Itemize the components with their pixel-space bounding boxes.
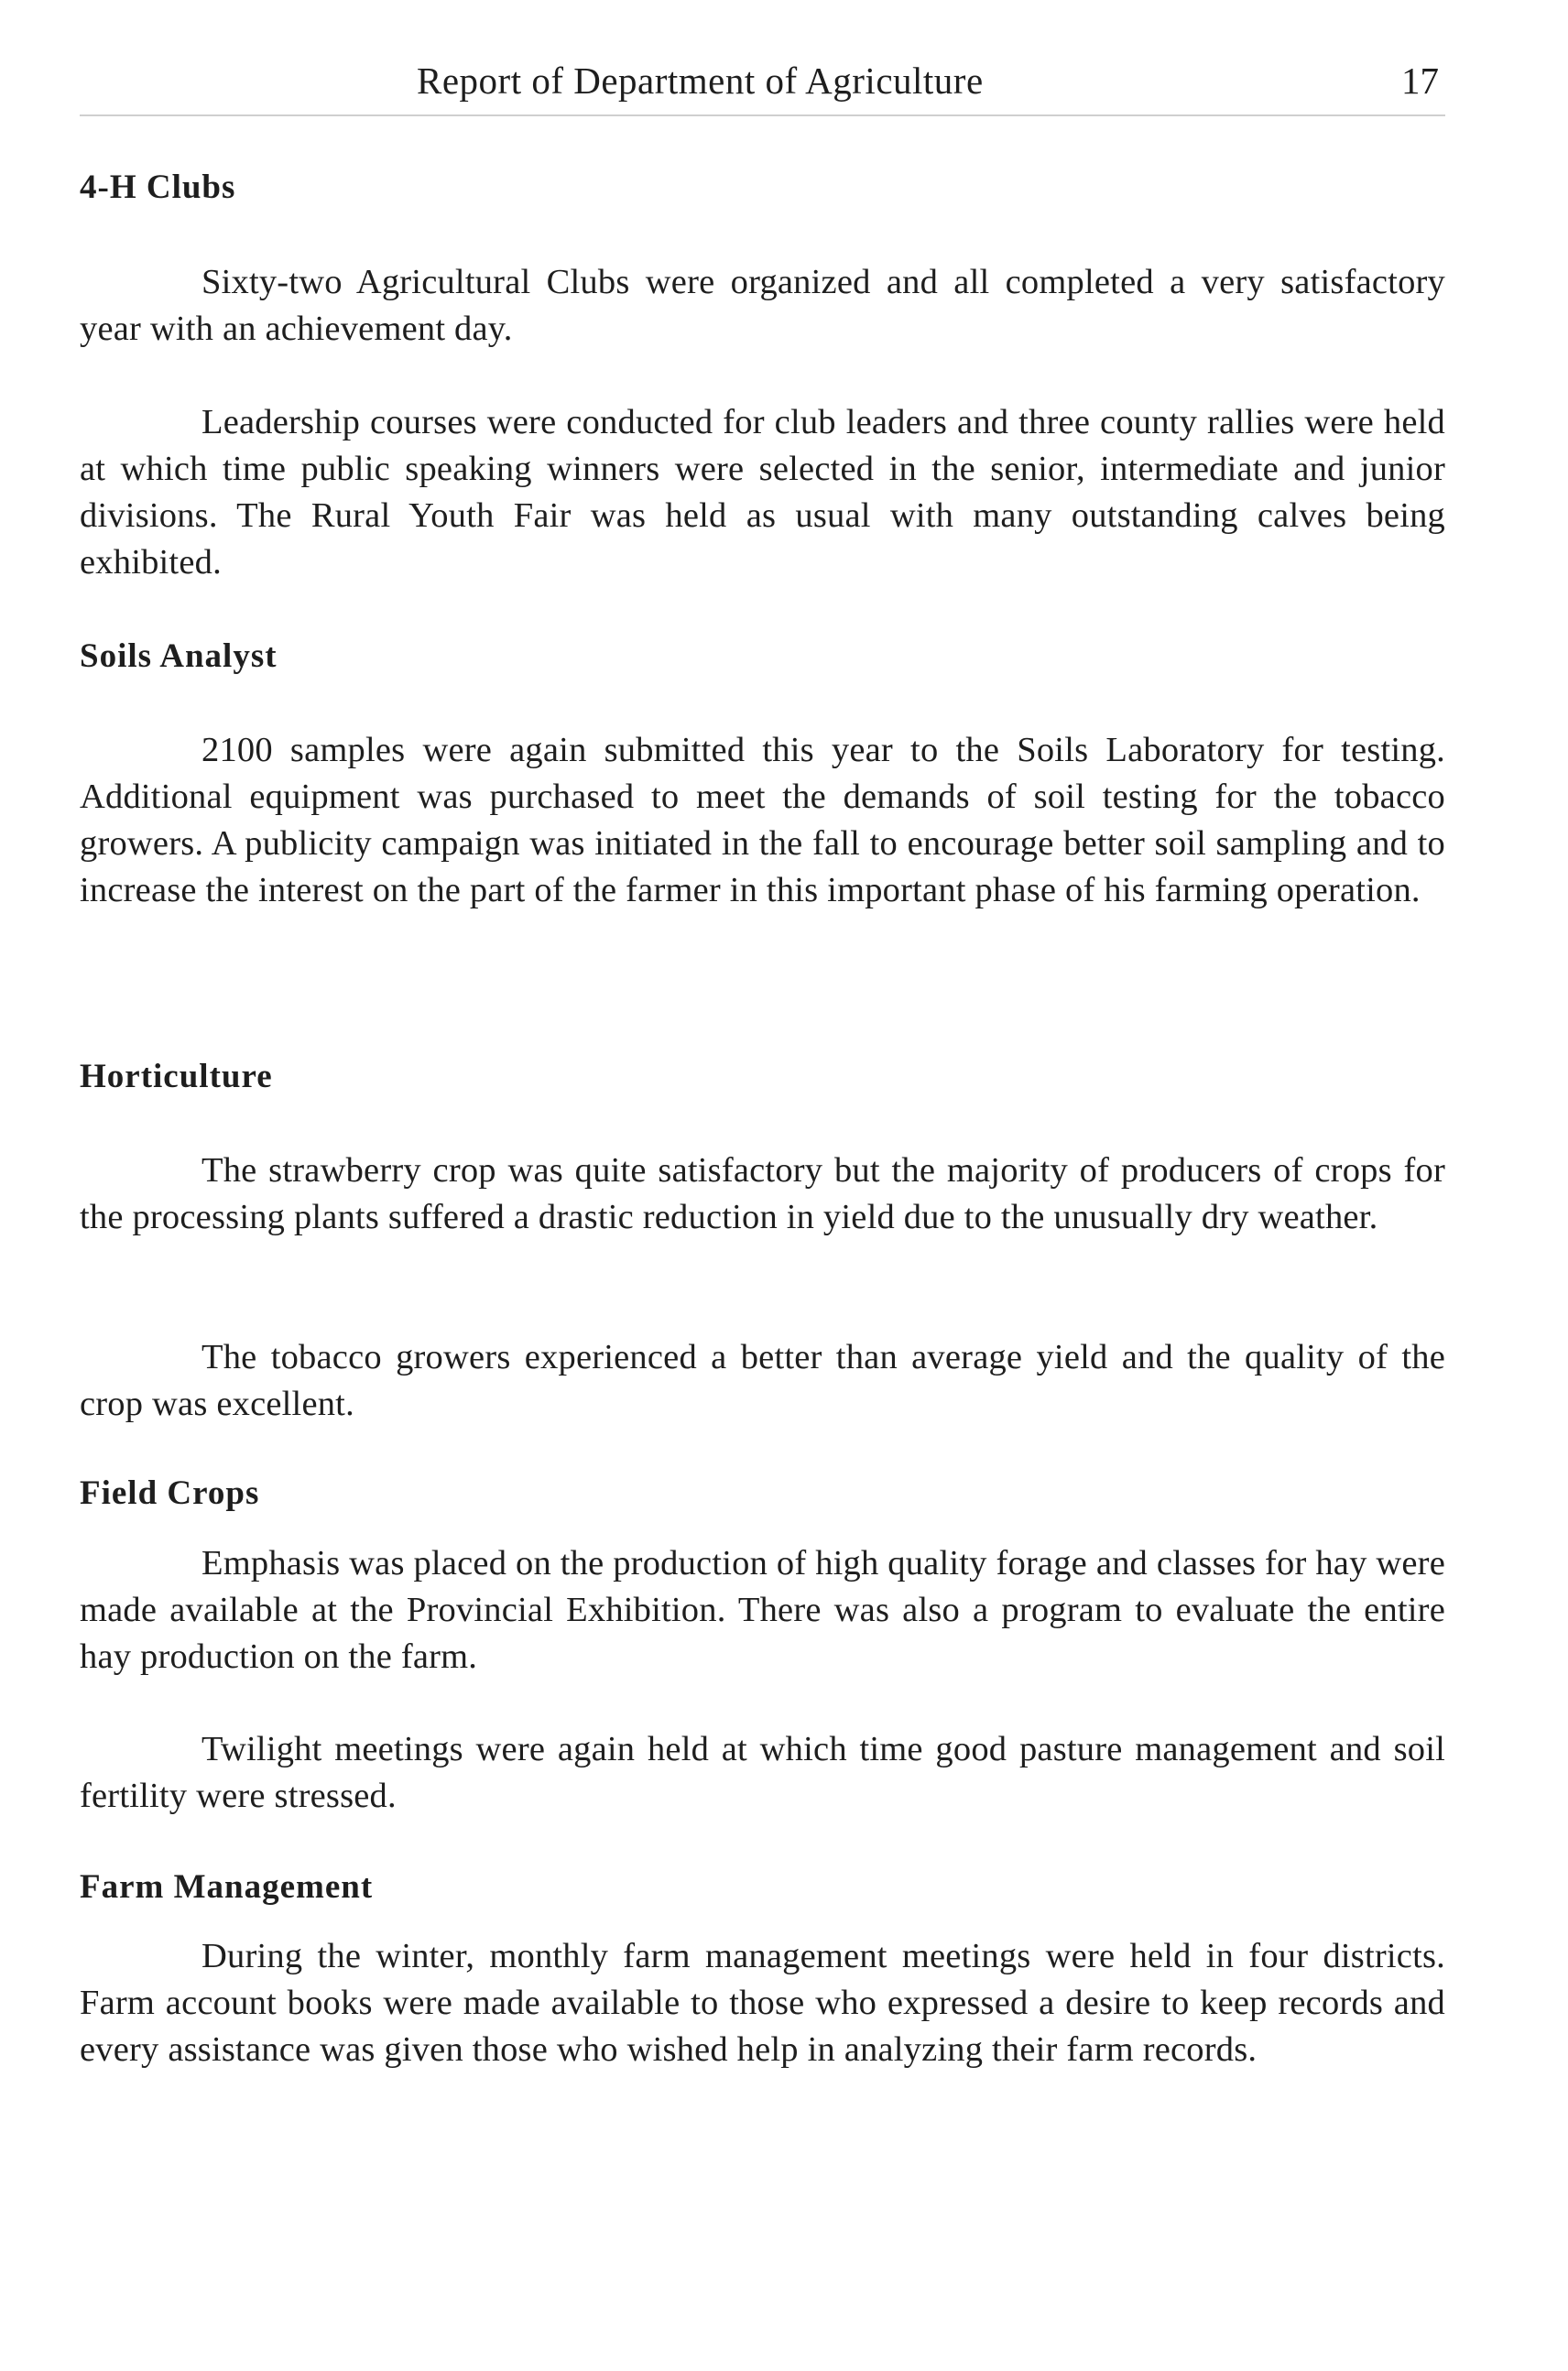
section-heading-soils-analyst: Soils Analyst bbox=[80, 637, 278, 675]
paragraph-4h-clubs-1: Sixty-two Agricultural Clubs were organized and all completed a very satisfactory year with an achievement day. bbox=[80, 263, 1445, 348]
running-title: Report of Department of Agriculture bbox=[417, 60, 984, 102]
paragraph-horticulture-2: The tobacco growers experienced a better than average yield and the quality of the crop was excellent. bbox=[80, 1338, 1445, 1423]
paragraph-field-crops-2: Twilight meetings were again held at which time good pasture management and soil fertility were stressed. bbox=[80, 1730, 1445, 1815]
header-rule bbox=[80, 114, 1445, 116]
paragraph-4h-clubs-2: Leadership courses were conducted for club leaders and three county rallies were held at which time public speaking winners were selected in the senior, intermediate and junior divisions. The Rural Youth Fair was held as usual with many outstanding calves being exhibited. bbox=[80, 403, 1445, 582]
section-heading-field-crops: Field Crops bbox=[80, 1474, 260, 1512]
paragraph-soils-analyst-1: 2100 samples were again submitted this year to the Soils Laboratory for testing. Additional equipment was purchased to meet the demands of soil testing for the tobacco growers. A publicity campaign was initiated in the fall to encourage better soil sampling and to increase the interest on the part of the farmer in this important phase of his farming operation. bbox=[80, 731, 1445, 909]
section-heading-4h-clubs: 4-H Clubs bbox=[80, 169, 236, 206]
paragraph-horticulture-1: The strawberry crop was quite satisfactory but the majority of producers of crops for the processing plants suffered a drastic reduction in yield due to the unusually dry weather. bbox=[80, 1151, 1445, 1236]
section-heading-farm-management: Farm Management bbox=[80, 1868, 374, 1906]
paragraph-field-crops-1: Emphasis was placed on the production of high quality forage and classes for hay were made available at the Provincial Exhibition. There was also a program to evaluate the entire hay production on the farm. bbox=[80, 1544, 1445, 1676]
running-head bbox=[0, 53, 1568, 108]
page-number: 17 bbox=[1401, 60, 1439, 102]
section-heading-horticulture: Horticulture bbox=[80, 1058, 273, 1095]
paragraph-farm-management-1: During the winter, monthly farm management meetings were held in four districts. Farm account books were made available to those who expressed a desire to keep records and every assistance was given those who wished help in analyzing their farm records. bbox=[80, 1937, 1445, 2069]
